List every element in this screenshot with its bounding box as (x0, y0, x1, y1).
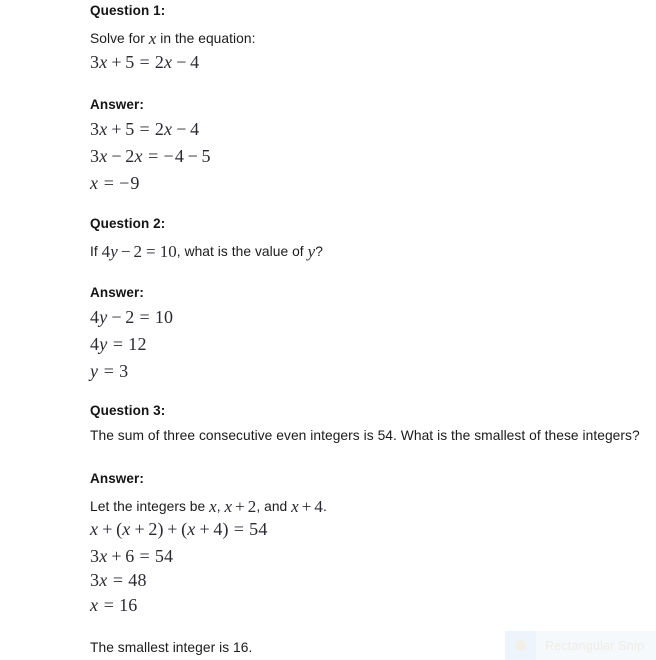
question-2-prompt-middle: , what is the value of (176, 244, 304, 259)
question-3-conclusion: The smallest integer is 16. (90, 640, 253, 655)
question-3-heading: Question 3: (90, 403, 166, 418)
question-1-prompt-prefix: Solve for (90, 31, 145, 46)
question-2-answer-step-2: 4y = 12 (90, 334, 147, 354)
document-body (90, 0, 656, 660)
question-2-prompt-variable: y (307, 241, 316, 261)
question-2-answer-step-1: 4y − 2 = 10 (90, 307, 174, 327)
q3-intro-math-2: x + 2 (224, 496, 257, 516)
question-2-answer-heading: Answer: (90, 285, 144, 300)
question-1-answer-step-1: 3x + 5 = 2x − 4 (90, 119, 200, 139)
question-3-answer-step-1: x + (x + 2) + (x + 4) = 54 (90, 519, 268, 539)
question-1-prompt-variable: x (148, 28, 157, 48)
snip-toolbar[interactable] (505, 631, 656, 660)
question-2-inline-equation: 4y − 2 = 10 (101, 241, 177, 261)
question-1-prompt-suffix: in the equation: (160, 31, 256, 46)
question-3-answer-intro: Let the integers be x, x + 2, and x + 4. (90, 496, 327, 516)
question-1-prompt (90, 28, 255, 48)
question-1-answer-heading: Answer: (90, 97, 144, 112)
question-2-prompt-prefix: If (90, 244, 98, 259)
question-3-answer-step-2: 3x + 6 = 54 (90, 546, 174, 566)
q1-eq-rendered: 3x + 5 = 2x − 4 (90, 52, 200, 72)
question-3-answer-step-4: x = 16 (90, 595, 138, 615)
question-3-answer-heading: Answer: (90, 471, 144, 486)
question-3-answer-step-3: 3x = 48 (90, 570, 147, 590)
question-2-prompt (90, 241, 323, 261)
question-1-heading: Question 1: (90, 3, 166, 18)
snip-mode-label: Rectangular Snip (545, 638, 645, 653)
rectangular-snip-icon[interactable] (505, 631, 536, 660)
question-2-prompt-suffix: ? (315, 244, 323, 259)
question-1-answer-step-3: x = −9 (90, 173, 140, 193)
question-1-answer-step-2: 3x − 2x = −4 − 5 (90, 146, 211, 166)
q3-intro-math-3: x + 4 (291, 496, 323, 516)
question-1-equation (90, 52, 199, 73)
question-2-answer-step-3: y = 3 (90, 361, 129, 381)
question-2-heading: Question 2: (90, 216, 166, 231)
snip-mode-indicator (515, 640, 526, 651)
question-3-prompt: The sum of three consecutive even integers is 54. What is the smallest of these integers? (90, 428, 640, 443)
q3-intro-math-1: x (209, 496, 217, 516)
